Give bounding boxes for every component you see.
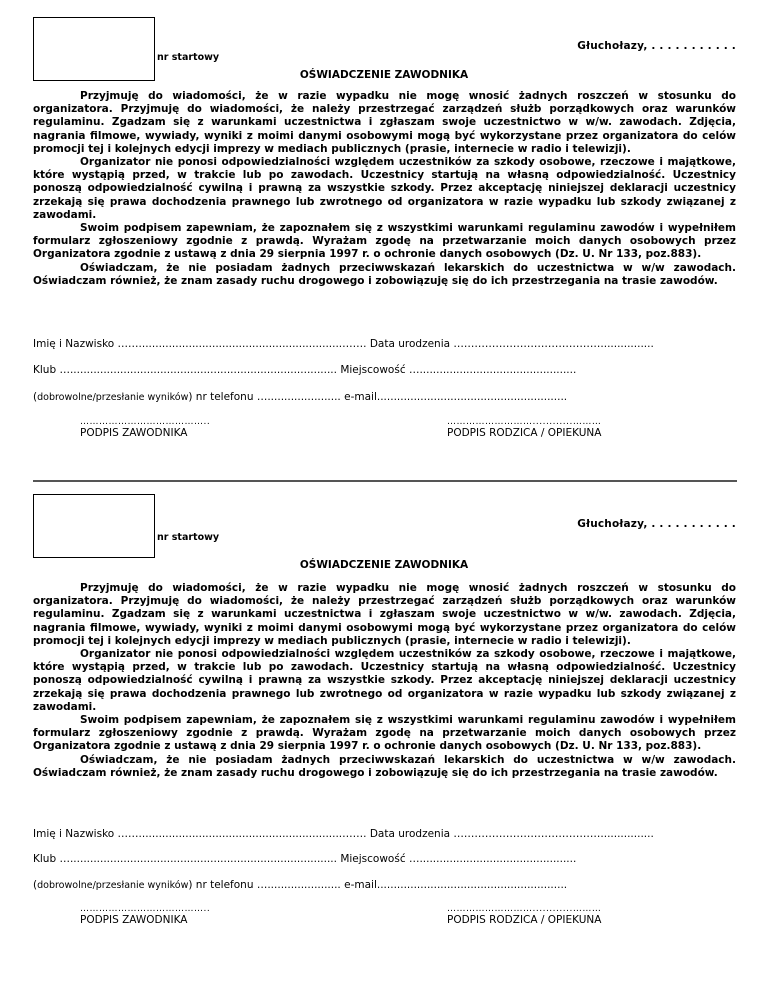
form-title: OŚWIADCZENIE ZAWODNIKA [299,559,469,571]
club-city-row [33,364,736,376]
statement-body [33,582,736,780]
name-birth-row [33,828,736,840]
paragraph-3: Swoim podpisem zapewniam, że zapoznałem się z wszystkimi warunkami regulaminu zawodów i wypełniłem formularz zgłoszeniowy zgodnie z prawdą. Wyrażam zgodę na przetwarzanie moich danych osobowych przez Organizatora zgodnie z ustawą z dnia 29 sierpnia 1997 r. o ochronie danych osobowych (Dz. U. Nr 133, poz.883). [33,222,736,261]
paragraph-2: Organizator nie ponosi odpowiedzialności względem uczestników za szkody osobowe, rzeczowe i majątkowe, które wystąpią przed, w trakcie lub po zawodach. Uczestnicy startują na własną odpowiedzialność. Uczestnicy ponoszą odpowiedzialność cywilną i prawną za wszystkie szkody. Przez akceptację niniejszej deklaracji uczestnicy zrzekają się prawa dochodzenia prawnego lub zwrotnego od organizatora w razie wypadku lub szkody związanej z zawodami. [33,648,736,713]
divider-line [33,480,737,482]
phone-email-row: (dobrowolne/przesłanie wyników) nr telefonu …...................... e-mail......................................................... [33,391,568,403]
birth-label: Data urodzenia [369,338,451,350]
name-field[interactable]: …….............................................................……. [117,828,367,840]
athlete-signature [80,417,210,439]
club-field[interactable]: …................................................................................ [59,853,337,865]
name-field[interactable]: …….............................................................……. [117,338,367,350]
parent-signature-label: PODPIS RODZICA / OPIEKUNA [447,914,602,926]
email-field[interactable]: ......................................................... [376,391,568,403]
phone-email-row: (dobrowolne/przesłanie wyników) nr telefonu …...................... e-mail......................................................... [33,879,568,891]
athlete-signature-line[interactable]: ………………………………….. [80,417,211,427]
club-label: Klub [33,364,57,376]
phone-label: nr telefonu [195,879,254,891]
name-label: Imię i Nazwisko [33,338,115,350]
athlete-signature-label: PODPIS ZAWODNIKA [80,914,188,926]
parent-signature-label: PODPIS RODZICA / OPIEKUNA [447,427,602,439]
phone-field[interactable]: …...................... [256,391,341,403]
city-date: Głuchołazy, . . . . . . . . . . . [577,40,736,52]
city-label: Miejscowość [340,853,406,865]
club-city-row [33,853,736,865]
phone-field[interactable]: …...................... [256,879,341,891]
results-consent-label: dobrowolne/przesłanie wyników [37,880,189,891]
form-title: OŚWIADCZENIE ZAWODNIKA [299,69,469,81]
birth-field[interactable]: ……………………………………................ [453,828,654,840]
athlete-signature [80,904,210,926]
city-label: Miejscowość [340,364,406,376]
birth-field[interactable]: ……………………………………................ [453,338,654,350]
start-number-box[interactable] [33,494,155,558]
email-label: e-mail [344,879,377,891]
results-consent-label: dobrowolne/przesłanie wyników [37,392,189,403]
parent-signature [447,417,601,439]
club-field[interactable]: …................................................................................ [59,364,337,376]
paragraph-4: Oświadczam, że nie posiadam żadnych przeciwwskazań lekarskich do uczestnictwa w w/w zawodach. Oświadczam również, że znam zasady ruchu drogowego i zobowiązuję się do ich przestrzegania na trasie zawodów. [33,753,736,779]
city-field[interactable]: …............................................... [408,364,577,376]
city-field[interactable]: …............................................... [408,853,577,865]
paragraph-2: Organizator nie ponosi odpowiedzialności względem uczestników za szkody osobowe, rzeczowe i majątkowe, które wystąpią przed, w trakcie lub po zawodach. Uczestnicy startują na własną odpowiedzialność. Uczestnicy ponoszą odpowiedzialność cywilną i prawną za wszystkie szkody. Przez akceptację niniejszej deklaracji uczestnicy zrzekają się prawa dochodzenia prawnego lub zwrotnego od organizatora w razie wypadku lub szkody związanej z zawodami. [33,156,736,221]
paragraph-1: Przyjmuję do wiadomości, że w razie wypadku nie mogę wnosić żadnych roszczeń w stosunku do organizatora. Przyjmuję do wiadomości, że należy przestrzegać zarządzeń służb porządkowych oraz warunków regulaminu. Zgadzam się z warunkami uczestnictwa i zgłaszam swoje uczestnictwo w w/w. zawodach. Zdjęcia, nagrania filmowe, wywiady, wyniki z moimi danymi osobowymi mogą być wykorzystane przez organizatora do celów promocji tej i kolejnych edycji imprezy w mediach publicznych (prasie, internecie w radio i telewizji). [33,582,736,647]
start-number-label: nr startowy [157,52,220,63]
parent-signature-line[interactable]: ………………………............……… [447,417,602,427]
birth-label: Data urodzenia [369,828,451,840]
parent-signature [447,904,601,926]
name-birth-row [33,338,736,350]
phone-label: nr telefonu [195,391,254,403]
name-label: Imię i Nazwisko [33,828,115,840]
start-number-label: nr startowy [157,532,220,543]
email-field[interactable]: ......................................................... [376,879,568,891]
athlete-signature-line[interactable]: ………………………………….. [80,904,211,914]
paragraph-3: Swoim podpisem zapewniam, że zapoznałem się z wszystkimi warunkami regulaminu zawodów i wypełniłem formularz zgłoszeniowy zgodnie z prawdą. Wyrażam zgodę na przetwarzanie moich danych osobowych przez Organizatora zgodnie z ustawą z dnia 29 sierpnia 1997 r. o ochronie danych osobowych (Dz. U. Nr 133, poz.883). [33,714,736,753]
statement-body [33,90,736,288]
parent-signature-line[interactable]: ………………………............……… [447,904,602,914]
city-date: Głuchołazy, . . . . . . . . . . . [577,518,736,530]
paragraph-1: Przyjmuję do wiadomości, że w razie wypadku nie mogę wnosić żadnych roszczeń w stosunku do organizatora. Przyjmuję do wiadomości, że należy przestrzegać zarządzeń służb porządkowych oraz warunków regulaminu. Zgadzam się z warunkami uczestnictwa i zgłaszam swoje uczestnictwo w w/w. zawodach. Zdjęcia, nagrania filmowe, wywiady, wyniki z moimi danymi osobowymi mogą być wykorzystane przez organizatora do celów promocji tej i kolejnych edycji imprezy w mediach publicznych (prasie, internecie w radio i telewizji). [33,90,736,155]
paragraph-4: Oświadczam, że nie posiadam żadnych przeciwwskazań lekarskich do uczestnictwa w w/w zawodach. Oświadczam również, że znam zasady ruchu drogowego i zobowiązuję się do ich przestrzegania na trasie zawodów. [33,261,736,287]
club-label: Klub [33,853,57,865]
athlete-signature-label: PODPIS ZAWODNIKA [80,427,188,439]
email-label: e-mail [344,391,377,403]
